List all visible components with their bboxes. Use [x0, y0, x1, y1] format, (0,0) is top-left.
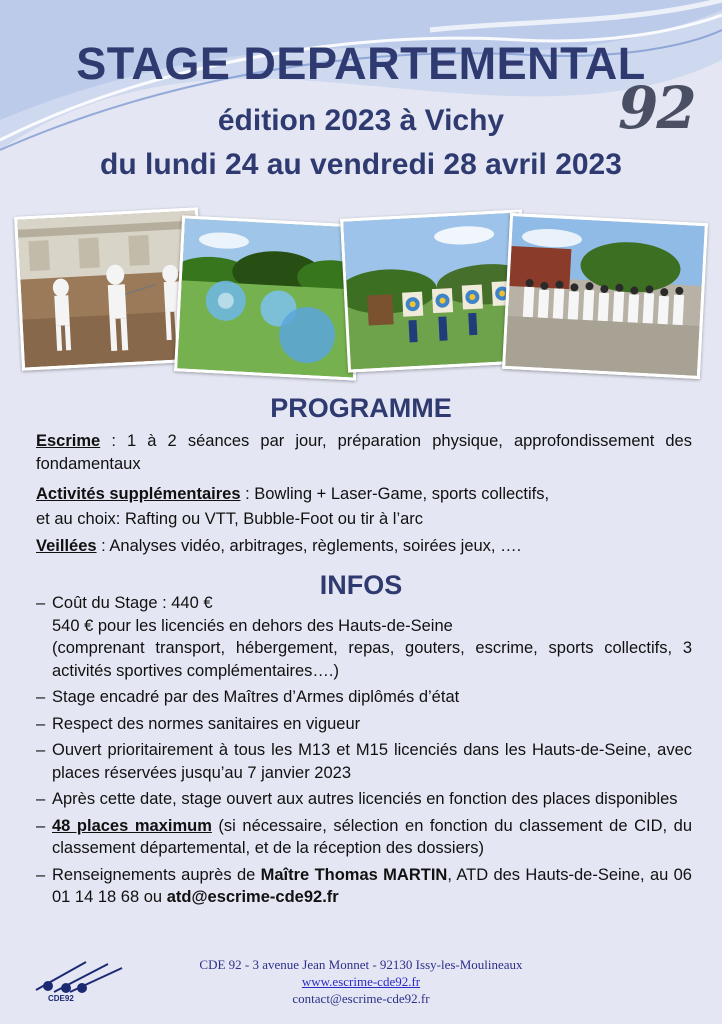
- activites-text: : Bowling + Laser-Game, sports collectifs,: [240, 485, 550, 503]
- logo-text: CDE92: [48, 994, 74, 1003]
- programme-escrime: [36, 430, 692, 476]
- list-item: [36, 739, 692, 784]
- programme-activites-choice: et au choix: Rafting ou VTT, Bubble-Foot ou tir à l’arc: [36, 510, 424, 528]
- cout-ext-text: 540 € pour les licenciés en dehors des Hauts-de-Seine: [52, 616, 453, 635]
- programme-veillees: [36, 535, 692, 558]
- infos-list: [36, 592, 692, 913]
- activites-label: Activités supplémentaires: [36, 485, 241, 503]
- cout-detail-text: (comprenant transport, hébergement, repas, gouters, escrime, sports collectifs, 3 activités sportives complémentaires….): [52, 639, 692, 680]
- programme-activites: [36, 483, 692, 506]
- veillees-text: : Analyses vidéo, arbitrages, règlements, soirées jeux, ….: [96, 537, 522, 555]
- edition-subtitle: édition 2023 à Vichy: [217, 104, 505, 137]
- veillees-label: Veillées: [36, 537, 97, 555]
- encadre-text: Stage encadré par des Maîtres d’Armes diplômés d’état: [52, 688, 460, 706]
- department-number: 92: [618, 74, 695, 142]
- list-item: [36, 592, 692, 682]
- list-item: [36, 815, 692, 860]
- footer: [0, 956, 722, 1007]
- rens-email[interactable]: atd@escrime-cde92.fr: [166, 888, 339, 906]
- normes-text: Respect des normes sanitaires en vigueur: [52, 714, 361, 733]
- list-item: [36, 713, 692, 736]
- archery-photo: [340, 209, 530, 372]
- rens-text-1: Renseignements auprès de: [52, 865, 261, 884]
- bubble-foot-photo: [174, 215, 364, 380]
- escrime-text: : 1 à 2 séances par jour, préparation physique, approfondissement des fondamentaux: [36, 432, 692, 473]
- escrime-label: Escrime: [36, 432, 101, 450]
- group-photo: [502, 213, 708, 379]
- rens-text-2: , ATD des Hauts-de-Seine, au 06 01 14 18 68 ou: [52, 865, 692, 906]
- apres-text: Après cette date, stage ouvert aux autres licenciés en fonction des places disponibles: [52, 790, 678, 808]
- list-item: [36, 864, 692, 909]
- dates-subtitle: du lundi 24 au vendredi 28 avril 2023: [100, 148, 622, 181]
- places-text: (si nécessaire, sélection en fonction du classement de CID, du classement départemental, et de la réception des dossiers): [52, 816, 693, 857]
- page-title: STAGE DEPARTEMENTAL: [76, 38, 646, 89]
- footer-website-link[interactable]: www.escrime-cde92.fr: [301, 974, 421, 989]
- list-item: [36, 686, 692, 709]
- ouvert-text: Ouvert prioritairement à tous les M13 et M15 licenciés dans les Hauts-de-Seine, avec places réservées jusqu’au 7 janvier 2023: [52, 741, 692, 782]
- places-bold: 48 places maximum: [52, 816, 212, 835]
- cout-text: Coût du Stage : 440 €: [52, 594, 213, 612]
- programme-heading: PROGRAMME: [270, 393, 452, 423]
- footer-email[interactable]: contact@escrime-cde92.fr: [292, 991, 430, 1006]
- footer-address: CDE 92 - 3 avenue Jean Monnet - 92130 Issy-les-Moulineaux: [199, 957, 523, 972]
- infos-heading: INFOS: [319, 570, 403, 600]
- rens-name: Maître Thomas MARTIN: [260, 865, 448, 884]
- list-item: [36, 788, 692, 811]
